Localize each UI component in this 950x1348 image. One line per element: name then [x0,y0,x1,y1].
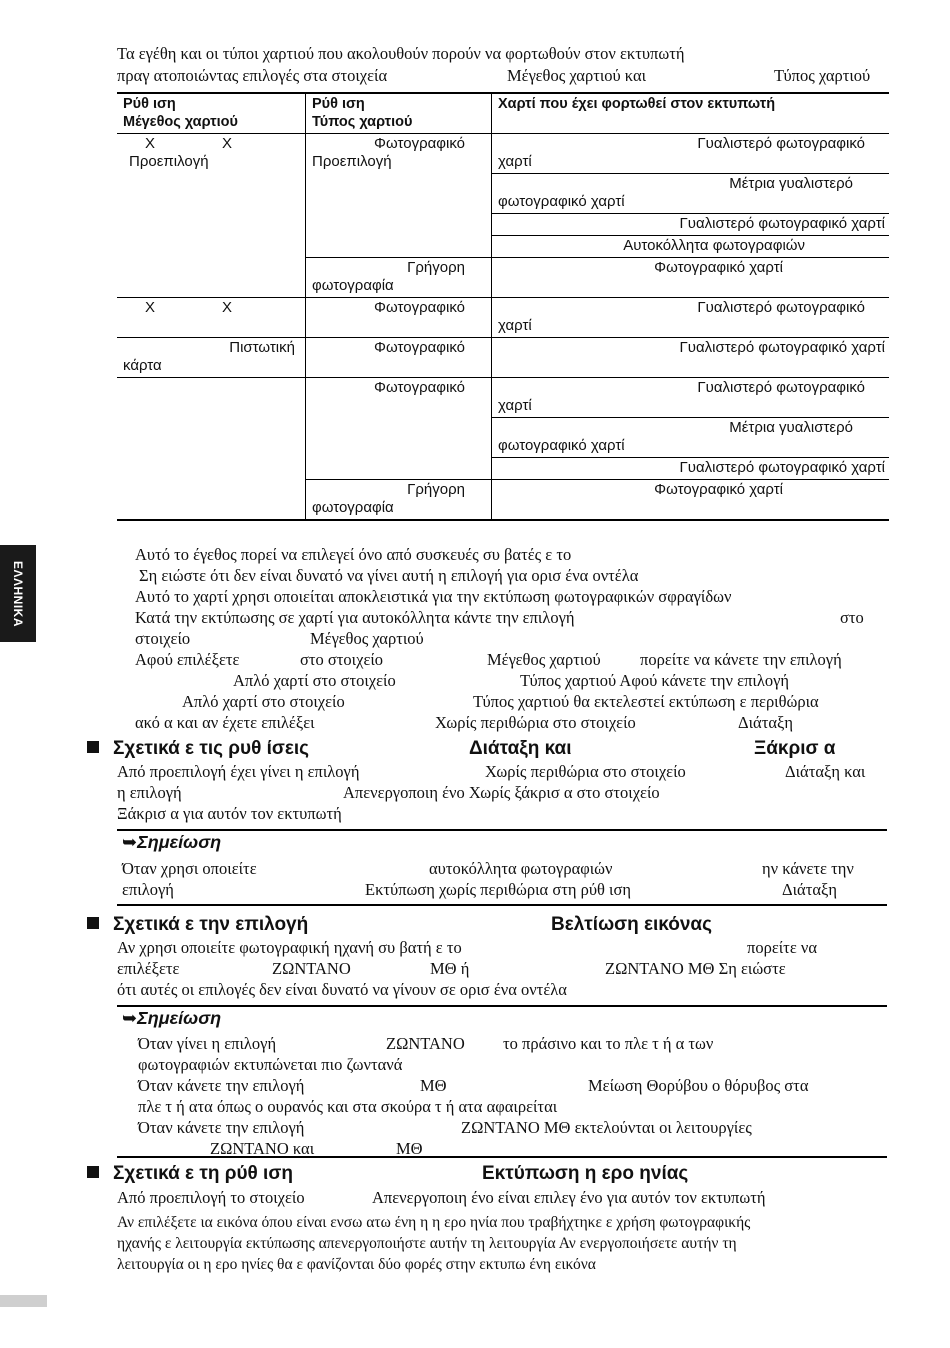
body-line: λειτουργία οι η ερο ηνίες θα ε φανίζονται δύο φορές στην εκτυπω ένη εικόνα [117,1256,596,1273]
footnote-line: ακό α και αν έχετε επιλέξει [135,713,315,732]
note-line: ΖΩΝΤΑΝΟ [386,1034,465,1053]
header-paper-type: Ρύθ ιση Τύπος χαρτιού [306,93,492,134]
cell-type-photo: Φωτογραφικό [306,378,492,480]
note-line: Διάταξη [782,880,837,899]
note-line: ΖΩΝΤΑΝΟ και [210,1139,315,1158]
note-line: ην κάνετε την [762,859,854,878]
paper-settings-table [117,92,889,521]
note-line: ΜΘ [396,1139,423,1158]
note-bottom-rule [117,904,887,906]
section-heading-date-print: Σχετικά ε τη ρύθ ιση Εκτύπωση η ερο ηνίας [87,1163,293,1185]
body-line: ότι αυτές οι επιλογές δεν είναι δυνατό να γίνουν σε ορισ ένα οντέλα [117,980,567,999]
cell-paper-glossy: Γυαλιστερό φωτογραφικό χαρτί [492,378,890,418]
cell-type-photo-default: Φωτογραφικό Προεπιλογή [306,134,492,258]
body-line: Από προεπιλογή έχει γίνει η επιλογή [117,762,360,781]
body-line: επιλέξετε [117,959,180,978]
section-1-body [117,762,887,825]
cell-size-1: Χ Χ Προεπιλογή [117,134,306,298]
section-3-body [117,1188,887,1277]
cell-paper-glossy-full: Γυαλιστερό φωτογραφικό χαρτί [492,458,890,480]
body-line: πορείτε να [747,938,817,957]
square-bullet-icon [87,917,99,929]
body-line: η επιλογή [117,783,182,802]
footnote-line: Κατά την εκτύπωσης σε χαρτί για αυτοκόλλητα κάντε την επιλογή [135,608,575,627]
table-row [117,338,889,378]
language-side-tab-label: ΕΛΛΗΝΙΚΑ [11,560,25,627]
body-line: ΖΩΝΤΑΝΟ ΜΘ Ση ειώστε [605,959,786,978]
cell-paper-semigloss: Μέτρια γυαλιστερό φωτογραφικό χαρτί [492,174,890,214]
footnote-line: Μέγεθος χαρτιού [310,629,424,648]
footnote-line: Διάταξη [738,713,793,732]
body-line: Απενεργοποιη ένο Χωρίς ξάκρισ α στο στοιχείο [343,783,660,802]
note-line: Όταν κάνετε την επιλογή [138,1076,305,1095]
body-line: Απενεργοποιη ένο είναι επιλεγ ένο για αυτόν τον εκτυπωτή [372,1188,766,1207]
page-edge-bar [0,1295,47,1307]
note-line: ΜΘ [420,1076,447,1095]
body-line: Χωρίς περιθώρια στο στοιχείο [485,762,686,781]
intro-line-2b: Μέγεθος χαρτιού και [507,66,647,85]
arrow-note-icon: ➥ [122,1008,138,1028]
note-line: Εκτύπωση χωρίς περιθώρια στη ρύθ ιση [365,880,631,899]
note-bottom-rule [117,1156,887,1158]
section-2-body [117,938,887,1001]
note-line: Όταν γίνει η επιλογή [138,1034,277,1053]
footnote-line: στο [840,608,864,627]
cell-paper-glossy-full: Γυαλιστερό φωτογραφικό χαρτί [492,214,890,236]
note-line: φωτογραφιών εκτυπώνεται πιο ζωντανά [138,1055,403,1074]
cell-type-fast-photo: Γρήγορη φωτογραφία [306,480,492,521]
square-bullet-icon [87,1166,99,1178]
cell-type-photo: Φωτογραφικό [306,338,492,378]
footnote-line: στοιχείο [135,629,191,648]
footnote-line: Μέγεθος χαρτιού [487,650,601,669]
section-heading-enhance: Σχετικά ε την επιλογή Βελτίωση εικόνας [87,914,308,936]
intro-line-1: Τα εγέθη και οι τύποι χαρτιού που ακολουθούν πορούν να φορτωθούν στον εκτυπωτή [117,44,685,63]
cell-paper-glossy: Γυαλιστερό φωτογραφικό χαρτί [498,135,865,170]
footnote-line: πορείτε να κάνετε την επιλογή [640,650,842,669]
language-side-tab [0,545,36,642]
note-line: το πράσινο και το πλε τ ή α των [503,1034,714,1053]
intro-paragraph [117,44,887,88]
note-1-body [122,859,887,901]
cell-paper-semigloss: Μέτρια γυαλιστερό φωτογραφικό χαρτί [492,418,890,458]
cell-type-photo: Φωτογραφικό [306,298,492,338]
body-line: ΜΘ ή [430,959,470,978]
note-line: ΖΩΝΤΑΝΟ ΜΘ εκτελούνται οι λειτουργίες [461,1118,752,1137]
table-row [117,134,889,174]
section-heading-layout-trim: Σχετικά ε τις ρυθ ίσεις Διάταξη και Ξάκρισ α [87,738,309,760]
note-top-rule [117,1005,887,1007]
footnote-line: Χωρίς περιθώρια στο στοιχείο [435,713,636,732]
footnote-line: Απλό χαρτί στο στοιχείο [182,692,345,711]
note-line: Μείωση Θορύβου ο θόρυβος στα [588,1076,809,1095]
body-line: ΖΩΝΤΑΝΟ [272,959,351,978]
note-line: Όταν κάνετε την επιλογή [138,1118,305,1137]
cell-paper-glossy: Γυαλιστερό φωτογραφικό χαρτί [492,298,890,338]
note-top-rule [117,829,887,831]
body-line: Από προεπιλογή το στοιχείο [117,1188,305,1207]
cell-paper-photo: Φωτογραφικό χαρτί [492,258,890,298]
cell-paper-photo: Φωτογραφικό χαρτί [492,480,890,521]
footnote-line: Αυτό το χαρτί χρησι οποιείται αποκλειστικά για την εκτύπωση φωτογραφικών σφραγίδων [135,587,732,606]
footnote-line: Απλό χαρτί στο στοιχείο [233,671,396,690]
cell-paper-glossy-full: Γυαλιστερό φωτογραφικό χαρτί [492,338,890,378]
body-line: Ξάκρισ α για αυτόν τον εκτυπωτή [117,804,342,823]
note-title: ➥Σημείωση [122,832,222,852]
square-bullet-icon [87,741,99,753]
table-row [117,378,889,418]
footnote-line: Αυτό το έγεθος πορεί να επιλεγεί όνο από συσκευές συ βατές ε το [135,545,572,564]
arrow-note-icon: ➥ [122,832,138,852]
footnote-line: Τύπος χαρτιού θα εκτελεστεί εκτύπωση ε περιθώρια [473,692,819,711]
cell-paper-stickers: Αυτοκόλλητα φωτογραφιών [492,236,890,258]
intro-line-2c: Τύπος χαρτιού [774,66,871,85]
cell-type-fast-photo: Γρήγορη φωτογραφία [306,258,492,298]
table-header-row [117,93,889,134]
header-loaded-paper: Χαρτί που έχει φορτωθεί στον εκτυπωτή [492,93,890,134]
note-title: ➥Σημείωση [122,1008,222,1028]
footnote-line: Αφού επιλέξετε [135,650,240,669]
footnote-line: Τύπος χαρτιού Αφού κάνετε την επιλογή [520,671,790,690]
table-footnotes [135,545,887,734]
body-line: Αν επιλέξετε ια εικόνα όπου είναι ενσω ατω ένη η η ερο ηνία που τραβήχτηκε ε χρήση φωτογραφικής [117,1214,751,1231]
footnote-line: στο στοιχείο [300,650,384,669]
intro-line-2a: πραγ ατοποιώντας επιλογές στα στοιχεία [117,66,388,85]
note-line: επιλογή [122,880,174,899]
header-paper-size: Ρύθ ιση Μέγεθος χαρτιού [117,93,306,134]
body-line: Διάταξη και [785,762,866,781]
note-line: αυτοκόλλητα φωτογραφιών [429,859,613,878]
cell-size-2: Χ Χ [117,298,306,338]
body-line: ηχανής ε λειτουργία εκτύπωσης απενεργοποιήστε αυτήν τη λειτουργία Αν ενεργοποιήσετε αυτήν τη [117,1235,737,1252]
body-line: Αν χρησι οποιείτε φωτογραφική ηχανή συ βατή ε το [117,938,462,957]
cell-size-card: Πιστωτική κάρτα [117,338,306,378]
note-line: Όταν χρησι οποιείτε [122,859,257,878]
footnote-line: Ση ειώστε ότι δεν είναι δυνατό να γίνει αυτή η επιλογή για ορισ ένα οντέλα [139,566,639,585]
note-2-body [138,1034,887,1160]
note-line: πλε τ ή ατα όπως ο ουρανός και στα σκούρα τ ή ατα αφαιρείται [138,1097,558,1116]
cell-size-4 [117,378,306,521]
table-row [117,298,889,338]
